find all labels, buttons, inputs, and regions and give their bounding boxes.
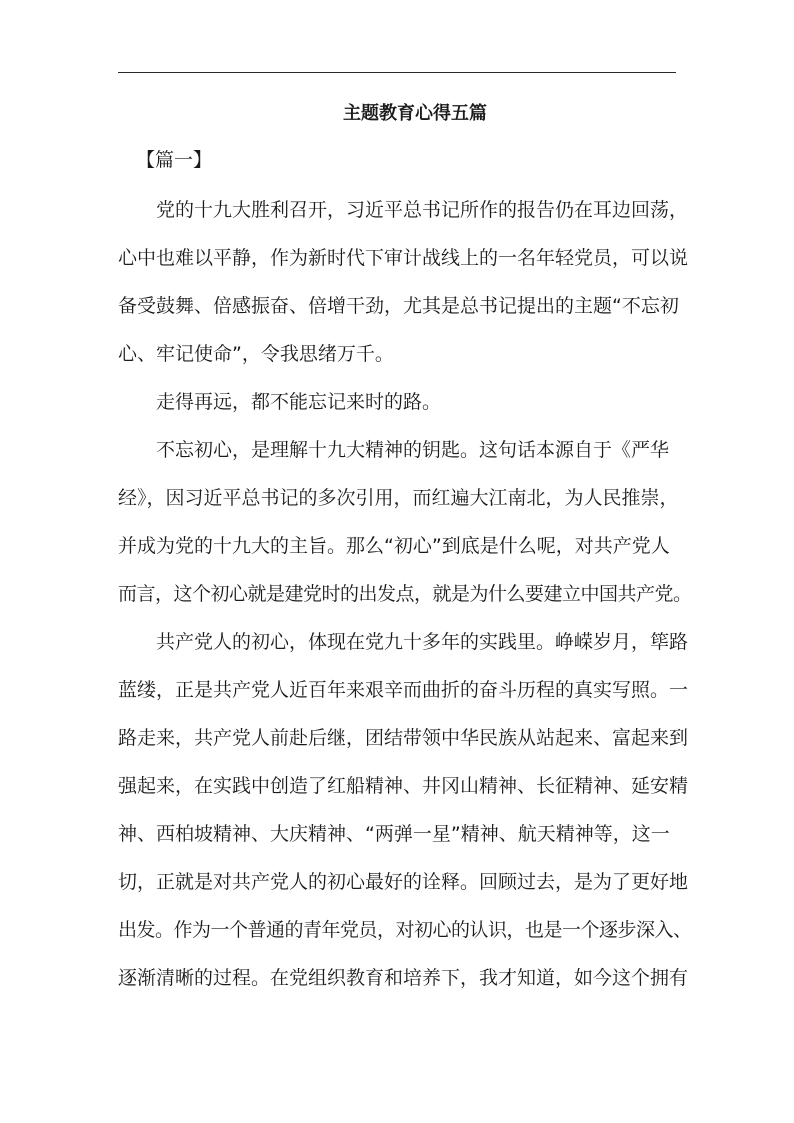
document-title: 主题教育心得五篇 xyxy=(343,103,487,124)
text-line: 心中也难以平静，作为新时代下审计战线上的一名年轻党员，可以说 xyxy=(118,247,689,269)
text-line: 心、牢记使命”，令我思绪万千。 xyxy=(118,343,394,365)
header-divider xyxy=(118,72,676,73)
text-line: 神、西柏坡精神、大庆精神、“两弹一星”精神、航天精神等，这一 xyxy=(118,823,670,845)
text-line: 逐渐清晰的过程。在党组织教育和培养下，我才知道，如今这个拥有 xyxy=(118,967,689,989)
text-line: 不忘初心，是理解十九大精神的钥匙。这句话本源自于《严华 xyxy=(156,439,670,461)
text-line: 党的十九大胜利召开，习近平总书记所作的报告仍在耳边回荡， xyxy=(156,199,689,221)
text-line: 共产党人的初心，体现在党九十多年的实践里。峥嵘岁月，筚路 xyxy=(156,631,689,653)
text-line: 并成为党的十九大的主旨。那么“初心”到底是什么呢，对共产党人 xyxy=(118,535,670,557)
text-line: 切，正就是对共产党人的初心最好的诠释。回顾过去，是为了更好地 xyxy=(118,871,689,893)
text-line: 强起来，在实践中创造了红船精神、井冈山精神、长征精神、延安精 xyxy=(118,775,689,797)
section-heading: 【篇一】 xyxy=(136,149,213,171)
text-line: 出发。作为一个普通的青年党员，对初心的认识，也是一个逐步深入、 xyxy=(118,919,692,941)
text-line: 备受鼓舞、倍感振奋、倍增干劲，尤其是总书记提出的主题“不忘初 xyxy=(118,295,679,317)
text-line: 蓝缕，正是共产党人近百年来艰辛而曲折的奋斗历程的真实写照。一 xyxy=(118,679,689,701)
text-line: 路走来，共产党人前赴后继，团结带领中华民族从站起来、富起来到 xyxy=(118,727,689,749)
text-line: 走得再远，都不能忘记来时的路。 xyxy=(156,391,442,413)
text-line: 经》，因习近平总书记的多次引用，而红遍大江南北，为人民推崇， xyxy=(118,487,679,509)
text-line: 而言，这个初心就是建党时的出发点，就是为什么要建立中国共产党。 xyxy=(118,583,692,605)
